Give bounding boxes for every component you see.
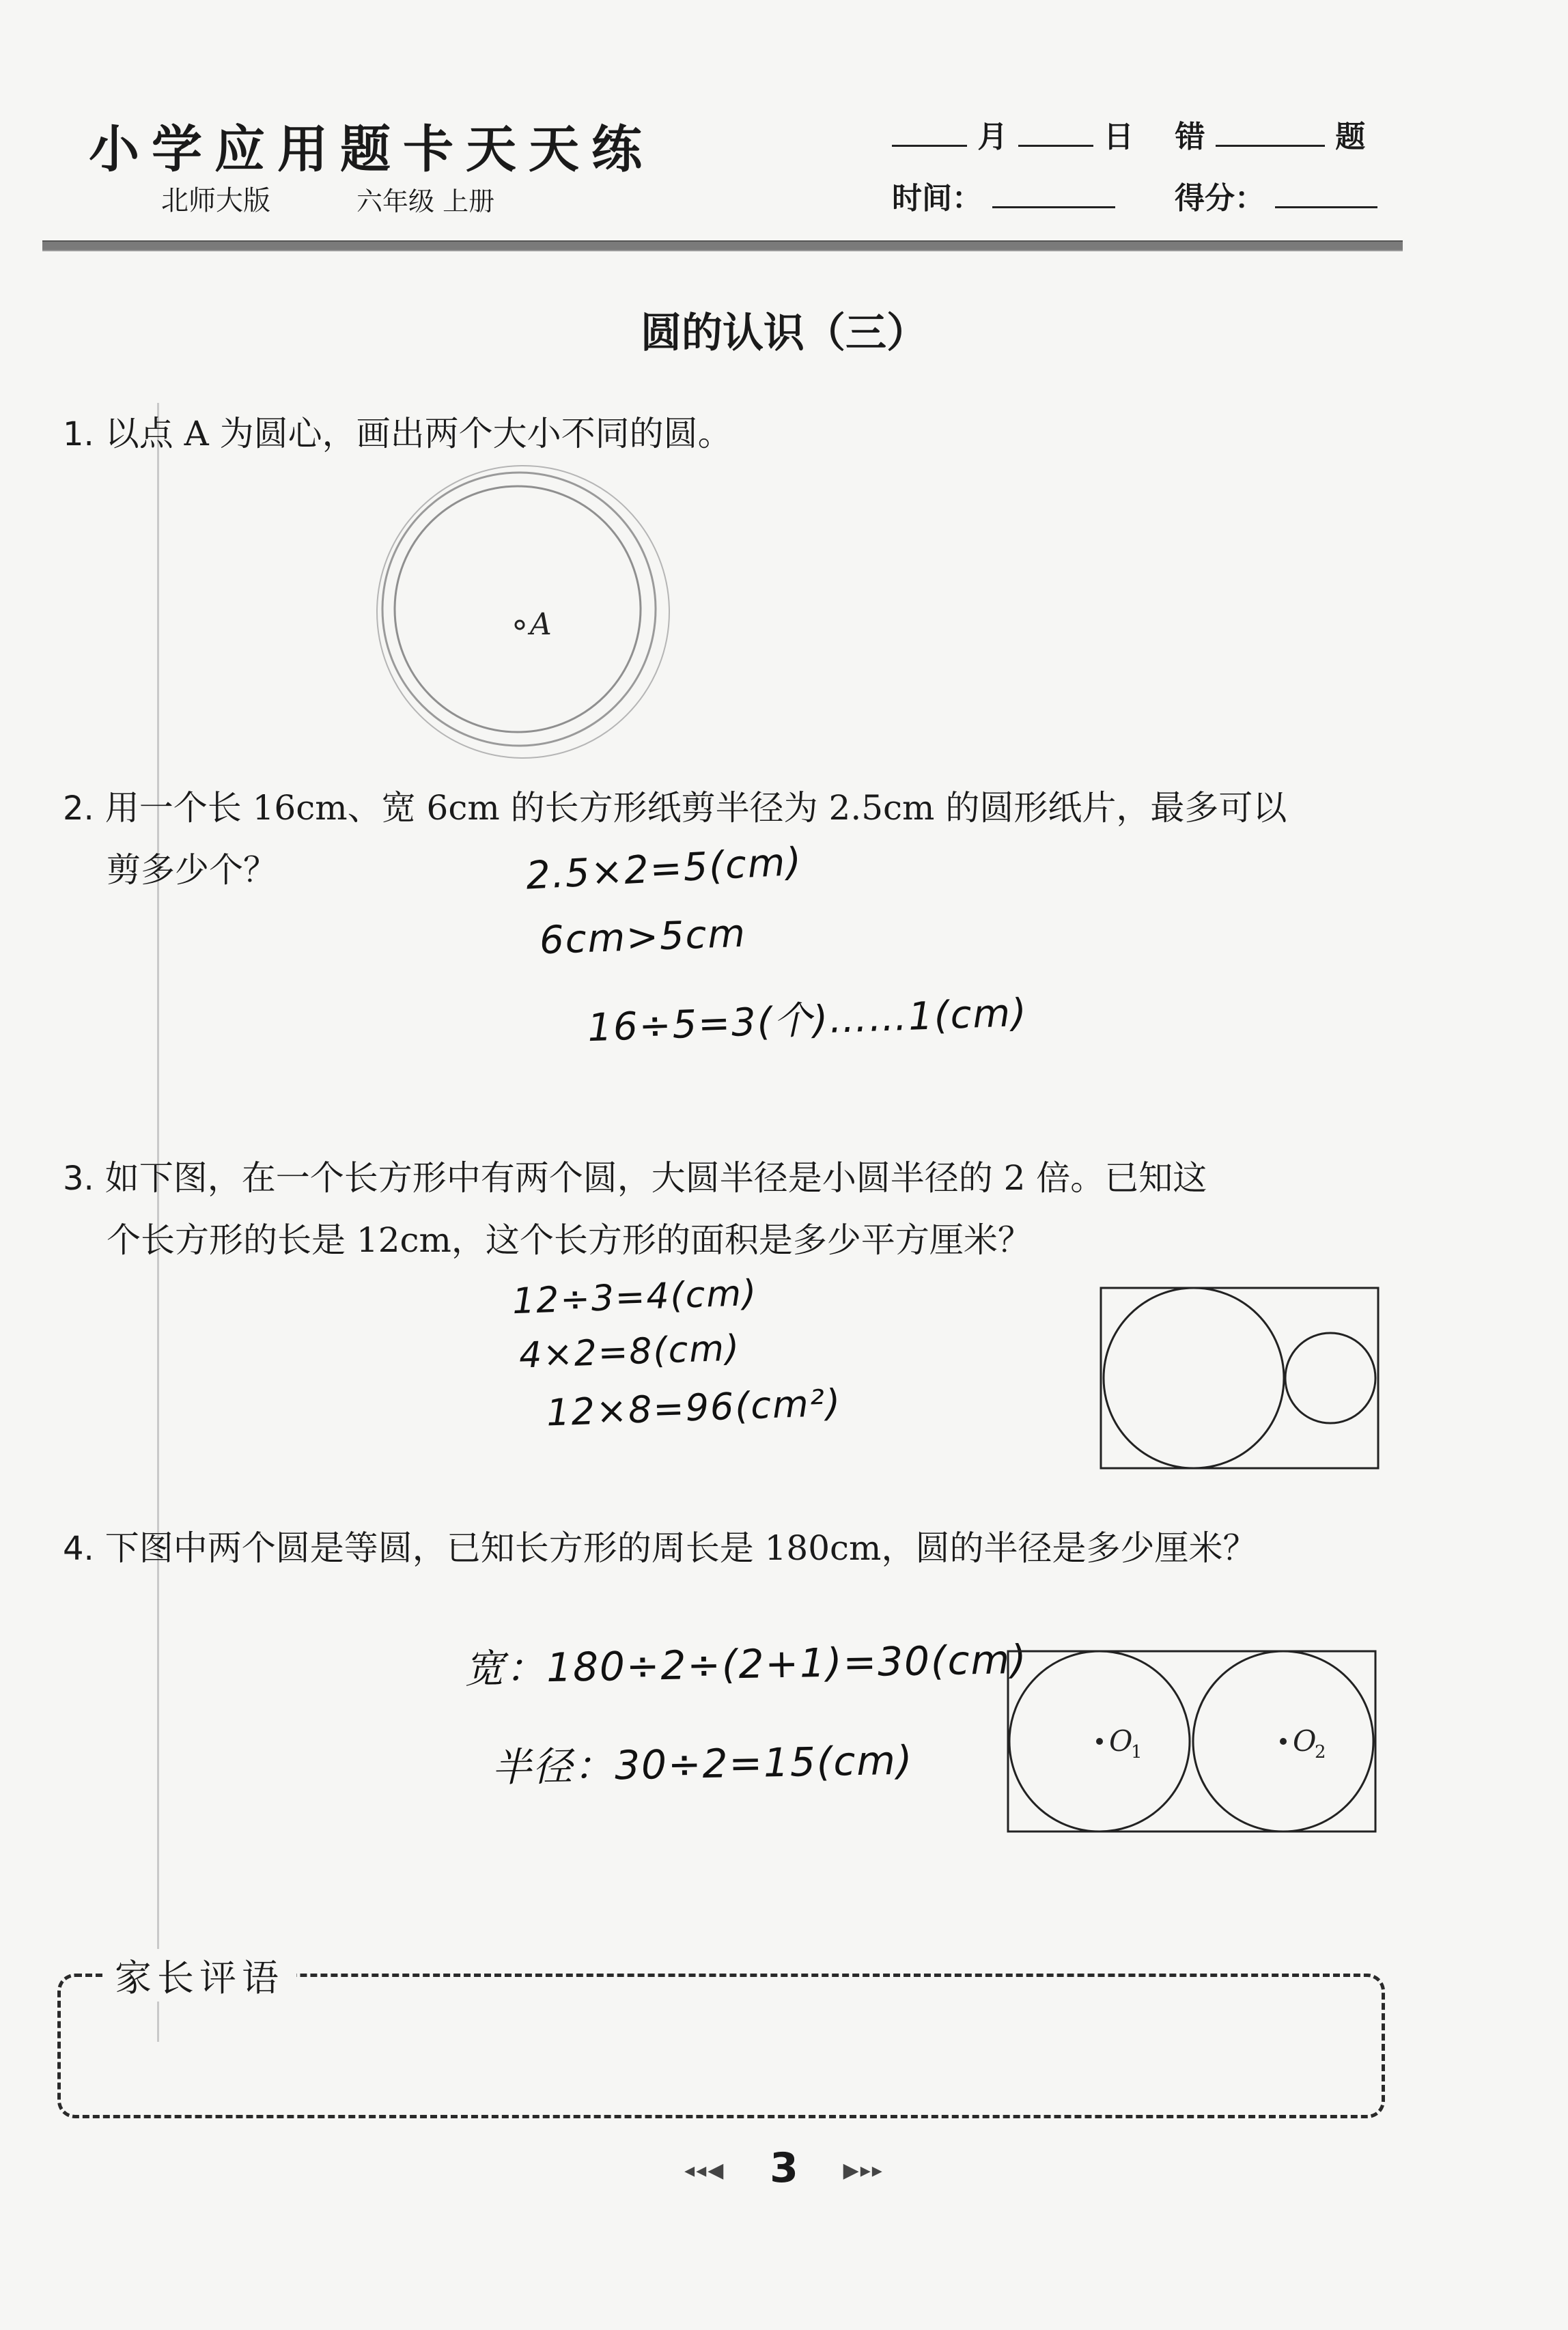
question-text: 下图中两个圆是等圆，已知长方形的周长是 180cm，圆的半径是多少厘米？ bbox=[104, 1528, 1257, 1568]
handwritten-answer-line: 6cm>5cm bbox=[538, 911, 747, 964]
center-point-a bbox=[516, 621, 524, 629]
right-arrows-icon: ▶▸▸ bbox=[843, 2158, 884, 2182]
handwritten-answer-line: 12÷3=4(cm) bbox=[512, 1272, 759, 1323]
time-label: 时间： bbox=[892, 181, 982, 216]
center-point-o2 bbox=[1280, 1738, 1287, 1745]
drawn-circle-small bbox=[395, 486, 641, 732]
center-point-o1 bbox=[1096, 1738, 1103, 1745]
q1-drawn-circles bbox=[355, 458, 690, 772]
date-line bbox=[892, 112, 1365, 156]
month-blank bbox=[892, 117, 967, 147]
q4-rectangle-figure bbox=[1007, 1650, 1380, 1836]
page-number: 3 bbox=[770, 2144, 798, 2192]
question-number: 2. bbox=[63, 789, 94, 828]
question-number: 3. bbox=[63, 1160, 94, 1198]
question-text-line-2: 个长方形的长是 12cm，这个长方形的面积是多少平方厘米？ bbox=[107, 1220, 1032, 1260]
day-blank bbox=[1018, 117, 1093, 147]
handwritten-answer-line: 16÷5=3(个)……1(cm) bbox=[587, 990, 1028, 1051]
left-arrows-icon: ◂◂◀ bbox=[684, 2158, 725, 2182]
rectangle bbox=[1101, 1288, 1378, 1468]
rectangle bbox=[1008, 1651, 1375, 1831]
question-4 bbox=[63, 1517, 1257, 1580]
handwritten-answer-line: 2.5×2=5(cm) bbox=[524, 839, 804, 899]
question-number: 4. bbox=[63, 1530, 94, 1568]
edition-label: 北师大版 bbox=[161, 185, 270, 216]
handwritten-answer-line: 半径：30÷2=15(cm) bbox=[491, 1737, 914, 1791]
question-1 bbox=[63, 403, 732, 465]
time-blank bbox=[992, 179, 1115, 208]
handwritten-answer-line: 4×2=8(cm) bbox=[518, 1328, 742, 1377]
question-label: 题 bbox=[1335, 120, 1366, 154]
small-circle bbox=[1285, 1333, 1375, 1423]
lesson-title: 圆的认识（三） bbox=[641, 309, 927, 357]
drawn-circle-outline bbox=[377, 466, 669, 758]
handwritten-answer-line: 12×8=96(cm²) bbox=[546, 1381, 843, 1435]
grade-label: 六年级 上册 bbox=[356, 186, 495, 216]
header-rule bbox=[42, 240, 1403, 251]
large-circle bbox=[1104, 1288, 1284, 1468]
wrong-count-blank bbox=[1216, 117, 1325, 147]
time-score-line bbox=[892, 173, 1377, 217]
label-o1: O bbox=[1109, 1724, 1133, 1758]
page-number-row bbox=[0, 2144, 1568, 2192]
question-number: 1. bbox=[63, 415, 94, 453]
center-label-a: A bbox=[530, 607, 552, 642]
label-o2: O bbox=[1293, 1724, 1317, 1758]
month-label: 月 bbox=[977, 120, 1008, 154]
label-o1-subscript: 1 bbox=[1131, 1742, 1143, 1763]
parent-comment-label: 家长评语 bbox=[102, 1949, 296, 2002]
score-label: 得分： bbox=[1174, 181, 1265, 216]
score-blank bbox=[1275, 179, 1377, 208]
question-text: 以点 A 为圆心，画出两个大小不同的圆。 bbox=[104, 414, 732, 453]
book-title: 小学应用题卡天天练 bbox=[89, 120, 654, 179]
question-text-line-1: 如下图，在一个长方形中有两个圆，大圆半径是小圆半径的 2 倍。已知这 bbox=[104, 1158, 1207, 1198]
question-text-line-1: 用一个长 16cm、宽 6cm 的长方形纸剪半径为 2.5cm 的圆形纸片，最多可以 bbox=[104, 788, 1287, 828]
label-o2-subscript: 2 bbox=[1315, 1742, 1326, 1763]
q3-rectangle-figure bbox=[1100, 1287, 1384, 1472]
handwritten-answer-line: 宽：180÷2÷(2+1)=30(cm) bbox=[464, 1636, 1028, 1693]
drawn-circle-large bbox=[382, 473, 656, 746]
day-label: 日 bbox=[1103, 120, 1134, 154]
question-text-line-2: 剪多少个？ bbox=[107, 850, 277, 890]
wrong-label: 错 bbox=[1175, 120, 1205, 154]
question-3 bbox=[63, 1147, 1207, 1271]
